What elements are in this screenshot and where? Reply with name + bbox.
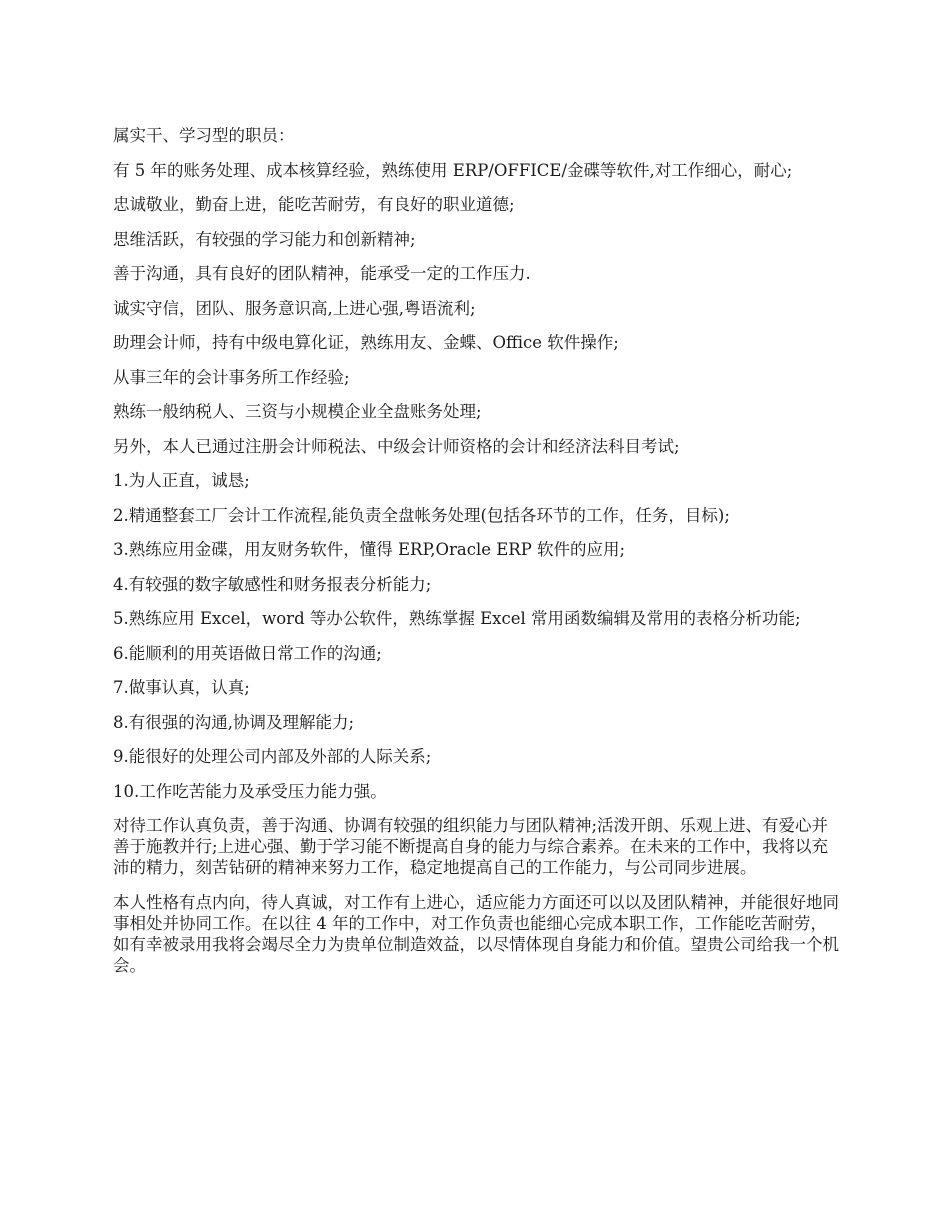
paragraph-integrity: 诚实守信，团队、服务意识高,上进心强,粤语流利;: [113, 298, 476, 318]
paragraph-work-attitude: 对待工作认真负责，善于沟通、协调有较强的组织能力与团队精神;活泼开朗、乐观上进、有爱心并善于施教并行;上进心强、勤于学习能不断提高自身的能力与综合素养。在未来的工作中，我将以充沛的精力，刻苦钻研的精神来努力工作，稳定地提高自己的工作能力，与公司同步进展。: [113, 816, 829, 877]
list-item-4: 4.有较强的数字敏感性和财务报表分析能力;: [113, 574, 432, 594]
paragraph-personality: 本人性格有点内向，待人真诚，对工作有上进心，适应能力方面还可以以及团队精神，并能很好地同事相处并协同工作。在以往 4 年的工作中，对工作负责也能细心完成本职工作，工作能吃苦耐劳，如有幸被录用我将会竭尽全力为贵单位制造效益，以尽情体现自身能力和价值。望贵公司给我一个机会。: [113, 892, 839, 975]
paragraph-firm-experience: 从事三年的会计事务所工作经验;: [113, 367, 350, 387]
list-item-6: 6.能顺利的用英语做日常工作的沟通;: [113, 643, 382, 663]
list-item-7: 7.做事认真，认真;: [113, 678, 250, 697]
document-page: [113, 125, 840, 989]
paragraph-intro: 属实干、学习型的职员：: [113, 126, 295, 145]
list-item-9: 9.能很好的处理公司内部及外部的人际关系;: [113, 747, 432, 766]
list-item-10: 10.工作吃苦能力及承受压力能力强。: [113, 781, 387, 801]
list-item-2: 2.精通整套工厂会计工作流程,能负责全盘帐务处理(包括各环节的工作，任务，目标);: [113, 505, 730, 525]
list-item-5: 5.熟练应用 Excel，word 等办公软件，熟练掌握 Excel 常用函数编辑及常用的表格分析功能;: [113, 609, 801, 628]
list-item-8: 8.有很强的沟通,协调及理解能力;: [113, 712, 355, 732]
paragraph-learning: 思维活跃，有较强的学习能力和创新精神;: [113, 229, 416, 249]
list-item-3: 3.熟练应用金碟，用友财务软件，懂得 ERP,Oracle ERP 软件的应用;: [113, 540, 626, 559]
paragraph-exams: 另外，本人已通过注册会计师税法、中级会计师资格的会计和经济法科目考试;: [113, 436, 680, 456]
paragraph-experience: 有 5 年的账务处理、成本核算经验，熟练使用 ERP/OFFICE/金碟等软件,对工作细心，耐心;: [113, 160, 793, 180]
paragraph-communication: 善于沟通，具有良好的团队精神，能承受一定的工作压力.: [113, 264, 531, 283]
paragraph-certification: 助理会计师，持有中级电算化证，熟练用友、金蝶、Office 软件操作;: [113, 333, 619, 352]
paragraph-dedication: 忠诚敬业，勤奋上进，能吃苦耐劳，有良好的职业道德;: [113, 195, 515, 214]
paragraph-accounting-skill: 熟练一般纳税人、三资与小规模企业全盘账务处理;: [113, 402, 482, 421]
list-item-1: 1.为人正直，诚恳;: [113, 471, 250, 490]
